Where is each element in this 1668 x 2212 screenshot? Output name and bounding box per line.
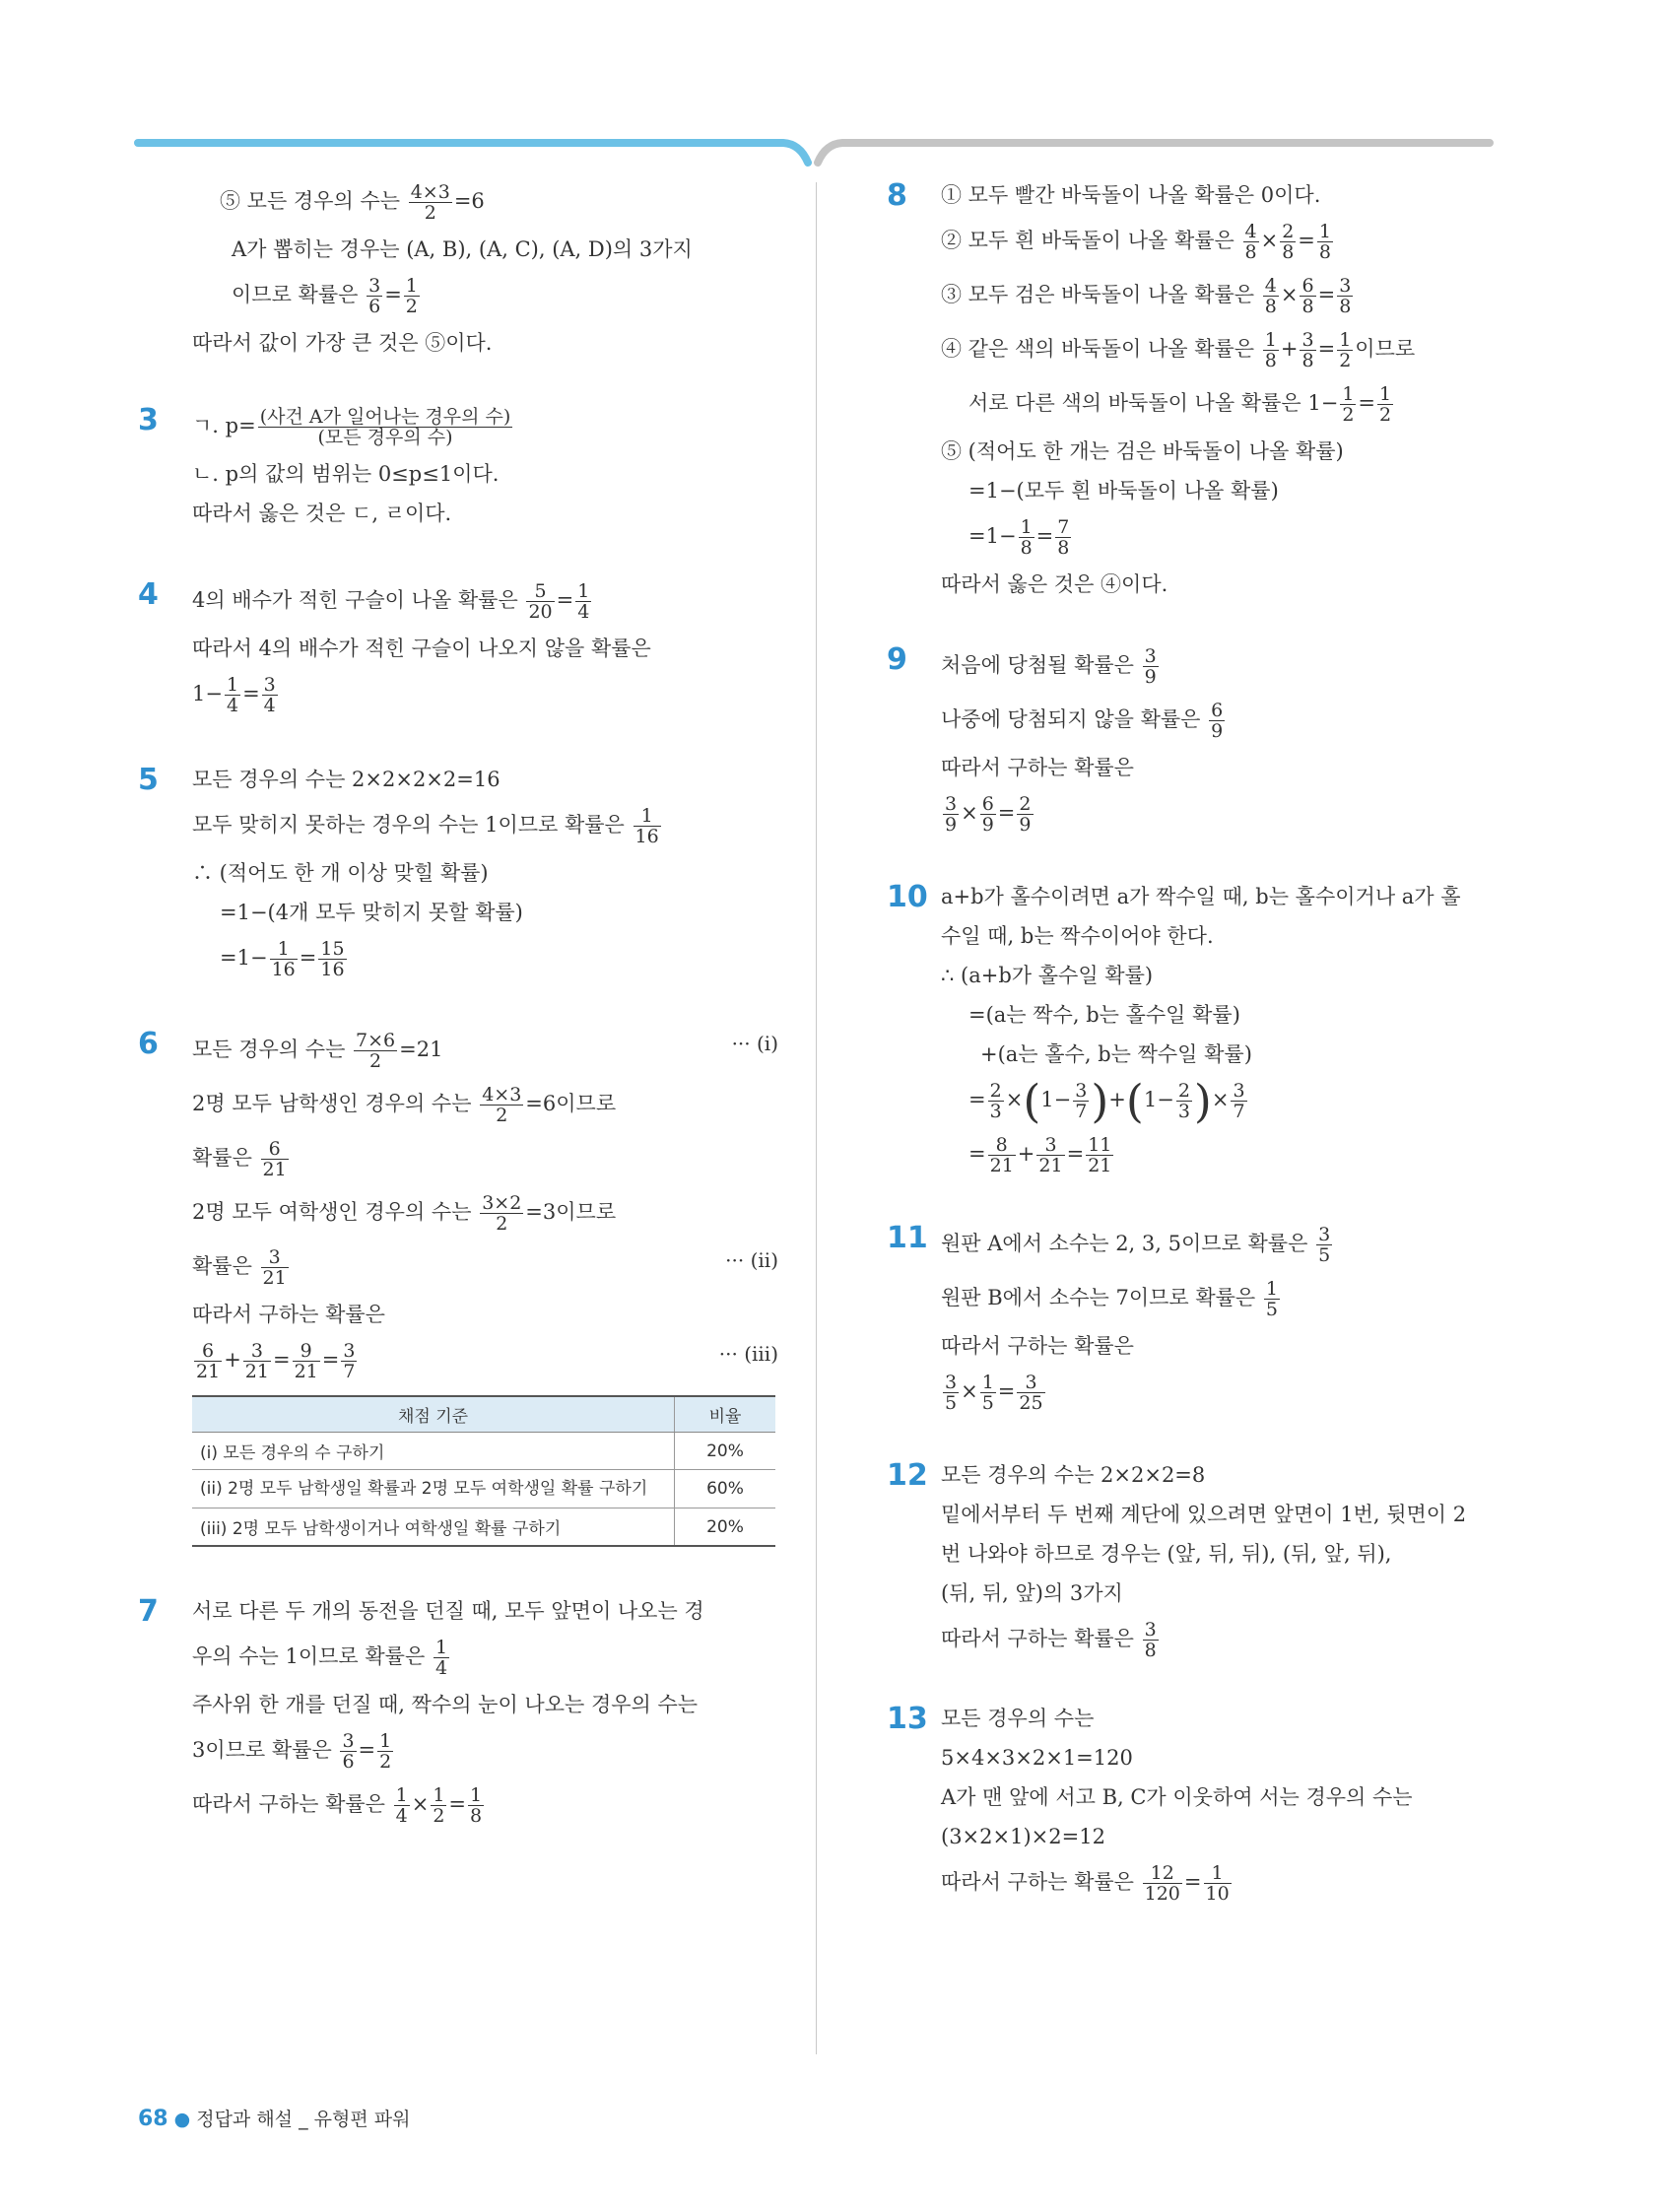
solution-line: 따라서 4의 배수가 적힌 구슬이 나오지 않을 확률은 [192, 637, 651, 660]
header-blue-bar [138, 143, 808, 163]
problem-7 [138, 1594, 778, 1827]
solution-line: ∴ (적어도 한 개 이상 맞힐 확률) [192, 861, 489, 885]
fraction: $\frac{3}{7}$ [1075, 1080, 1088, 1122]
solution-line: 주사위 한 개를 던질 때, 짝수의 눈이 나오는 경우의 수는 [192, 1693, 699, 1716]
problem-12 [887, 1458, 1527, 1661]
solution-line: 나중에 당첨되지 않을 확률은 $\frac{6}{9}$ [941, 700, 1224, 742]
solution-line: 따라서 구하는 확률은 [941, 1334, 1134, 1358]
fraction: $\frac{11}{21}$ [1088, 1134, 1112, 1176]
fraction: $\frac{1}{8}$ [1264, 329, 1277, 371]
scoring-rubric-table [192, 1395, 775, 1547]
solution-line: ③ 모두 검은 바둑돌이 나올 확률은 $\frac{4}{8}$ × $\frac{6}{8}$ = $\frac{3}{8}$ [941, 275, 1352, 317]
solution-line: $\frac{3}{9}$ × $\frac{6}{9}$ = $\frac{2}{9}$ [945, 793, 1032, 836]
solution-line: 따라서 구하는 확률은 $\frac{1}{4}$ × $\frac{1}{2}$ = $\frac{1}{8}$ [192, 1784, 483, 1827]
table-cell: (ii) 2명 모두 남학생일 확률과 2명 모두 여학생일 확률 구하기 [192, 1470, 675, 1508]
problem-number: 12 [887, 1458, 928, 1493]
fraction: $\frac{3}{6}$ [368, 275, 381, 317]
solution-line: 5×4×3×2×1=120 [941, 1746, 1133, 1770]
table-cell: 20% [675, 1433, 776, 1470]
solution-line: 따라서 구하는 확률은 [941, 756, 1134, 779]
fraction: $\frac{7\times 6}{2}$ [356, 1030, 396, 1072]
column-header: 비율 [675, 1396, 776, 1433]
right-column [887, 178, 1527, 1917]
solution-line: ④ 같은 색의 바둑돌이 나올 확률은 $\frac{1}{8}$ + $\frac{3}{8}$ = $\frac{1}{2}$ 이므로 [941, 329, 1416, 371]
problem-number: 3 [138, 403, 159, 437]
fraction: $\frac{1}{2}$ [433, 1784, 445, 1827]
fraction: $\frac{1}{16}$ [634, 805, 659, 847]
table-row [192, 1470, 775, 1508]
solution-line: ② 모두 흰 바둑돌이 나올 확률은 $\frac{4}{8}$ × $\frac{2}{8}$ = $\frac{1}{8}$ [941, 221, 1331, 263]
header-gray-bar [818, 143, 1490, 163]
fraction: $\frac{3}{7}$ [1233, 1080, 1245, 1122]
fraction: $\frac{3}{8}$ [1301, 329, 1314, 371]
problem-number: 8 [887, 178, 907, 213]
fraction: $\frac{8}{21}$ [989, 1134, 1014, 1176]
table-cell: 20% [675, 1508, 776, 1547]
problem-4 [138, 577, 778, 716]
solution-line: 우의 수는 1이므로 확률은 $\frac{1}{4}$ [192, 1637, 448, 1679]
fraction: $\frac{2}{9}$ [1019, 793, 1032, 836]
table-header-row [192, 1396, 775, 1433]
table-cell: 60% [675, 1470, 776, 1508]
fraction: $\frac{3}{9}$ [1144, 645, 1157, 688]
problem-5 [138, 763, 778, 980]
solution-line: 확률은 $\frac{6}{21}$ [192, 1138, 287, 1180]
header-decoration [0, 0, 1668, 197]
fraction: $\frac{1}{2}$ [405, 275, 418, 317]
fraction: $\frac{4\times 3}{2}$ [482, 1084, 522, 1126]
solution-line: = $\frac{2}{3}$ ×(1− $\frac{3}{7}$ )+(1− $\frac{2}{3}$ )× $\frac{3}{7}$ [968, 1074, 1245, 1128]
solution-line: 이므로 확률은 $\frac{3}{6}$ = $\frac{1}{2}$ [232, 275, 418, 317]
table-row [192, 1508, 775, 1547]
fraction: $\frac{3}{5}$ [945, 1372, 958, 1414]
solution-line: 따라서 구하는 확률은 [192, 1303, 385, 1326]
step-marker: ··· (ii) [725, 1248, 778, 1272]
fraction: $\frac{1}{5}$ [981, 1372, 994, 1414]
fraction: $\frac{1}{2}$ [1379, 383, 1392, 426]
solution-line: 따라서 옳은 것은 ㄷ, ㄹ이다. [192, 502, 452, 525]
fraction: $\frac{3}{21}$ [262, 1246, 287, 1289]
fraction: $\frac{1}{4}$ [226, 674, 239, 716]
fraction: $\frac{6}{9}$ [1211, 700, 1224, 742]
page-footer [138, 2105, 410, 2131]
fraction: (사건 A가 일어나는 경우의 수) (모든 경우의 수) [259, 406, 511, 448]
footer-title: 정답과 해설 _ 유형편 파워 [196, 2109, 411, 2130]
problem-number: 9 [887, 642, 907, 677]
fraction: $\frac{6}{21}$ [262, 1138, 287, 1180]
problem-13 [887, 1702, 1527, 1905]
fraction: $\frac{12}{120}$ [1144, 1862, 1180, 1905]
fraction: $\frac{1}{10}$ [1205, 1862, 1230, 1905]
fraction: $\frac{1}{2}$ [1339, 329, 1352, 371]
solution-line: ⑤ (적어도 한 개는 검은 바둑돌이 나올 확률) [941, 439, 1344, 463]
fraction: $\frac{3}{9}$ [945, 793, 958, 836]
page-number: 68 [138, 2107, 168, 2131]
solution-line: ㄱ. p= (사건 A가 일어나는 경우의 수) (모든 경우의 수) [192, 406, 511, 448]
solution-line: = $\frac{8}{21}$ + $\frac{3}{21}$ = $\frac{11}{21}$ [968, 1134, 1112, 1176]
fraction: $\frac{3}{4}$ [263, 674, 276, 716]
fraction: $\frac{3}{5}$ [1318, 1224, 1331, 1266]
fraction: $\frac{1}{5}$ [1265, 1278, 1278, 1320]
solution-line: 서로 다른 두 개의 동전을 던질 때, 모두 앞면이 나오는 경 [192, 1599, 704, 1623]
fraction: $\frac{3}{7}$ [343, 1340, 356, 1382]
fraction: $\frac{1}{2}$ [1342, 383, 1355, 426]
fraction: $\frac{2}{3}$ [1177, 1080, 1190, 1122]
problem-3 [138, 403, 778, 526]
fraction: $\frac{6}{21}$ [196, 1340, 221, 1382]
solution-line: A가 맨 앞에 서고 B, C가 이웃하여 서는 경우의 수는 [941, 1785, 1413, 1809]
fraction: $\frac{6}{8}$ [1301, 275, 1314, 317]
fraction: $\frac{1}{8}$ [1020, 516, 1033, 559]
solution-line: 확률은 $\frac{3}{21}$ ··· (ii) [192, 1246, 778, 1289]
step-marker: ··· (iii) [718, 1342, 778, 1366]
fraction: $\frac{1}{8}$ [470, 1784, 483, 1827]
fraction: $\frac{9}{21}$ [294, 1340, 318, 1382]
solution-line: ⑤ 모든 경우의 수는 $\frac{4\times 3}{2}$ =6 [220, 181, 485, 224]
solution-line: 4의 배수가 적힌 구슬이 나올 확률은 $\frac{5}{20}$ = $\frac{1}{4}$ [192, 580, 590, 623]
solution-line: 1− $\frac{1}{4}$ = $\frac{3}{4}$ [192, 674, 276, 716]
solution-line: 원판 A에서 소수는 2, 3, 5이므로 확률은 $\frac{3}{5}$ [941, 1224, 1331, 1266]
fraction: $\frac{4}{8}$ [1244, 221, 1257, 263]
solution-line: +(a는 홀수, b는 짝수일 확률) [980, 1042, 1252, 1066]
solution-line: 2명 모두 여학생인 경우의 수는 $\frac{3\times 2}{2}$ =3이므로 [192, 1192, 617, 1235]
fraction: $\frac{1}{4}$ [395, 1784, 408, 1827]
problem-number: 10 [887, 880, 928, 914]
problem-8 [887, 178, 1527, 597]
fraction: $\frac{3}{6}$ [342, 1730, 355, 1773]
step-marker: ··· (i) [731, 1032, 778, 1055]
table-row [192, 1433, 775, 1470]
solution-line: (3×2×1)×2=12 [941, 1825, 1105, 1848]
left-column [138, 182, 778, 1840]
solution-line: 모든 경우의 수는 $\frac{7\times 6}{2}$ =21 ··· (i) [192, 1030, 778, 1072]
problem-number: 11 [887, 1221, 928, 1255]
column-header: 채점 기준 [192, 1396, 675, 1433]
solution-line: 따라서 구하는 확률은 $\frac{3}{8}$ [941, 1619, 1157, 1661]
solution-line: A가 뽑히는 경우는 (A, B), (A, C), (A, D)의 3가지 [232, 237, 693, 261]
fraction: $\frac{1}{4}$ [434, 1637, 448, 1679]
bullet-icon: ● [173, 2109, 191, 2130]
solution-line: 원판 B에서 소수는 7이므로 확률은 $\frac{1}{5}$ [941, 1278, 1278, 1320]
solution-line: =(a는 짝수, b는 홀수일 확률) [968, 1003, 1240, 1027]
solution-line: 수일 때, b는 짝수이어야 한다. [941, 924, 1214, 948]
solution-line: $\frac{3}{5}$ × $\frac{1}{5}$ = $\frac{3}{25}$ [945, 1372, 1043, 1414]
solution-line: (뒤, 뒤, 앞)의 3가지 [941, 1581, 1123, 1605]
fraction: $\frac{3}{21}$ [244, 1340, 269, 1382]
fraction: $\frac{2}{3}$ [989, 1080, 1002, 1122]
fraction: $\frac{7}{8}$ [1057, 516, 1070, 559]
solution-line: 2명 모두 남학생인 경우의 수는 $\frac{4\times 3}{2}$ =6이므로 [192, 1084, 617, 1126]
fraction: $\frac{1}{4}$ [577, 580, 590, 623]
fraction: $\frac{6}{9}$ [981, 793, 994, 836]
solution-line: 번 나와야 하므로 경우는 (앞, 뒤, 뒤), (뒤, 앞, 뒤), [941, 1542, 1392, 1566]
problem-10 [887, 880, 1527, 1176]
fraction: $\frac{5}{20}$ [528, 580, 553, 623]
solution-line: ㄴ. p의 값의 범위는 0≤p≤1이다. [192, 462, 500, 486]
fraction: $\frac{3}{8}$ [1339, 275, 1352, 317]
solution-line: 모든 경우의 수는 2×2×2=8 [941, 1463, 1206, 1487]
solution-line: =1−(4개 모두 맞히지 못할 확률) [220, 901, 523, 924]
fraction: $\frac{1}{16}$ [271, 938, 296, 980]
problem-number: 7 [138, 1594, 159, 1629]
solution-line: 밑에서부터 두 번째 계단에 있으려면 앞면이 1번, 뒷면이 2 [941, 1503, 1467, 1526]
fraction: $\frac{3}{8}$ [1144, 1619, 1157, 1661]
problem-9 [887, 642, 1527, 836]
table-cell: (iii) 2명 모두 남학생이거나 여학생일 확률 구하기 [192, 1508, 675, 1547]
solution-line: =1− $\frac{1}{16}$ = $\frac{15}{16}$ [220, 938, 345, 980]
fraction: $\frac{4\times 3}{2}$ [410, 181, 450, 224]
solution-line: 처음에 당첨될 확률은 $\frac{3}{9}$ [941, 645, 1157, 688]
problem-number: 5 [138, 763, 159, 797]
fraction: $\frac{3\times 2}{2}$ [482, 1192, 522, 1235]
solution-line: 따라서 구하는 확률은 $\frac{12}{120}$ = $\frac{1}{10}$ [941, 1862, 1230, 1905]
problem-number: 13 [887, 1702, 928, 1736]
solution-line: $\frac{6}{21}$ + $\frac{3}{21}$ = $\frac{9}{21}$ = $\frac{3}{7}$ ··· (iii) [196, 1340, 778, 1382]
solution-line: ① 모두 빨간 바둑돌이 나올 확률은 0이다. [941, 183, 1321, 207]
fraction: $\frac{4}{8}$ [1264, 275, 1277, 317]
solution-line: 따라서 값이 가장 큰 것은 ⑤이다. [192, 331, 493, 355]
solution-line: a+b가 홀수이려면 a가 짝수일 때, b는 홀수이거나 a가 홀 [941, 885, 1461, 908]
problem-2-continued [138, 182, 778, 356]
fraction: $\frac{1}{2}$ [379, 1730, 392, 1773]
solution-line: ∴ (a+b가 홀수일 확률) [941, 964, 1154, 987]
solution-line: 모든 경우의 수는 [941, 1707, 1095, 1730]
solution-line: 3이므로 확률은 $\frac{3}{6}$ = $\frac{1}{2}$ [192, 1730, 392, 1773]
solution-line: 서로 다른 색의 바둑돌이 나올 확률은 1− $\frac{1}{2}$ = $\frac{1}{2}$ [968, 383, 1392, 426]
fraction: $\frac{3}{25}$ [1019, 1372, 1043, 1414]
problem-11 [887, 1221, 1527, 1414]
solution-line: 모든 경우의 수는 2×2×2×2=16 [192, 768, 500, 791]
fraction: $\frac{3}{21}$ [1038, 1134, 1063, 1176]
solution-line: 모두 맞히지 못하는 경우의 수는 1이므로 확률은 $\frac{1}{16}$ [192, 805, 659, 847]
problem-number: 4 [138, 577, 159, 612]
solution-line: =1− $\frac{1}{8}$ = $\frac{7}{8}$ [968, 516, 1070, 559]
fraction: $\frac{1}{8}$ [1318, 221, 1331, 263]
fraction: $\frac{15}{16}$ [320, 938, 345, 980]
solution-line: 따라서 옳은 것은 ④이다. [941, 572, 1168, 596]
table-cell: (i) 모든 경우의 수 구하기 [192, 1433, 675, 1470]
fraction: $\frac{2}{8}$ [1282, 221, 1295, 263]
solution-line: =1−(모두 흰 바둑돌이 나올 확률) [968, 479, 1279, 503]
column-divider [816, 182, 817, 2054]
problem-6 [138, 1027, 778, 1547]
problem-number: 6 [138, 1027, 159, 1061]
